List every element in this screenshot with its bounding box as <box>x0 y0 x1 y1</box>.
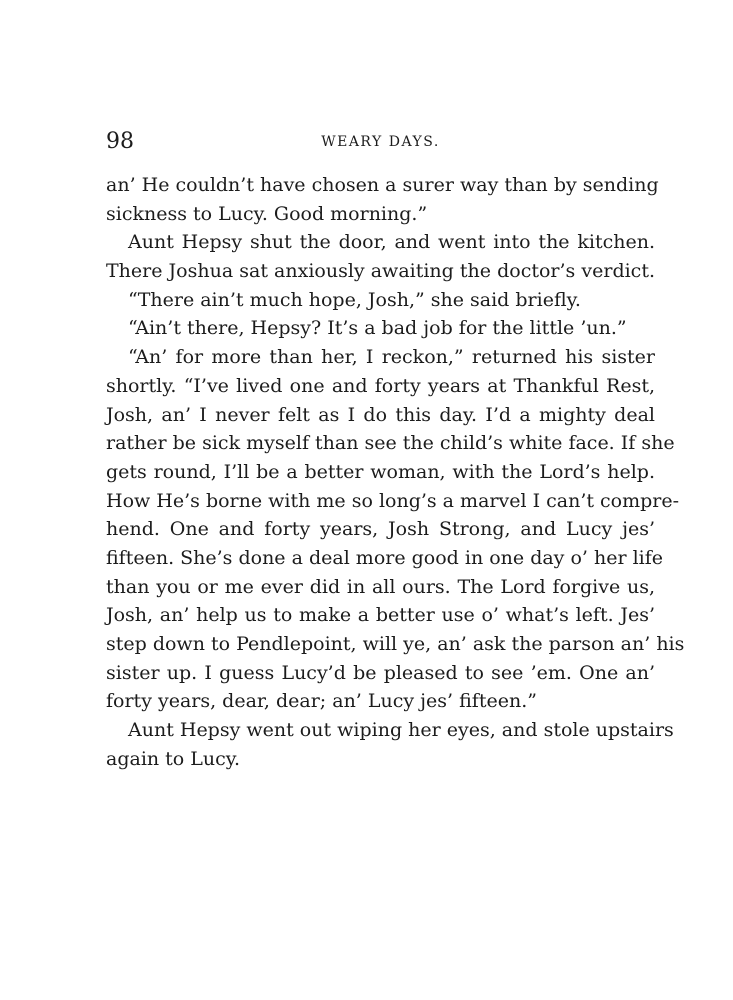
text-line: shortly. “I’ve lived one and forty years at Thankful Rest, <box>106 374 655 397</box>
text-line: “Ain’t there, Hepsy? It’s a bad job for the little ’un.” <box>128 317 627 340</box>
body-text <box>106 171 685 773</box>
text-line: sickness to Lucy. Good morning.” <box>106 202 428 225</box>
text-line: rather be sick myself than see the child’s white face. If she <box>106 432 675 455</box>
running-title: WEARY DAYS. <box>321 134 440 150</box>
text-line: Josh, an’ help us to make a better use o’ what’s left. Jes’ <box>106 604 655 627</box>
text-line: an’ He couldn’t have chosen a surer way than by sending <box>106 174 659 196</box>
text-line: sister up. I guess Lucy’d be pleased to see ’em. One an’ <box>106 661 655 684</box>
text-line: Josh, an’ I never felt as I do this day. I’d a mighty deal <box>106 403 655 426</box>
text-line: “An’ for more than her, I reckon,” returned his sister <box>128 346 655 369</box>
text-line: fifteen. She’s done a deal more good in one day o’ her life <box>106 546 664 569</box>
page-number: 98 <box>106 129 134 154</box>
text-line: Aunt Hepsy shut the door, and went into the kitchen. <box>128 231 655 254</box>
text-line: hend. One and forty years, Josh Strong, and Lucy jes’ <box>106 518 655 541</box>
text-line: than you or me ever did in all ours. The Lord forgive us, <box>106 575 655 598</box>
text-line: gets round, I’ll be a better woman, with the Lord’s help. <box>106 460 655 483</box>
text-line: step down to Pendlepoint, will ye, an’ ask the parson an’ his <box>106 633 685 655</box>
text-line: forty years, dear, dear; an’ Lucy jes’ fifteen.” <box>106 690 537 713</box>
text-line: There Joshua sat anxiously awaiting the doctor’s verdict. <box>106 260 655 283</box>
text-line: How He’s borne with me so long’s a marvel I can’t compre- <box>106 489 680 512</box>
text-line: “There ain’t much hope, Josh,” she said briefly. <box>128 288 581 311</box>
running-head <box>106 128 655 156</box>
text-line: Aunt Hepsy went out wiping her eyes, and stole upstairs <box>128 719 674 742</box>
text-line: again to Lucy. <box>106 747 241 770</box>
